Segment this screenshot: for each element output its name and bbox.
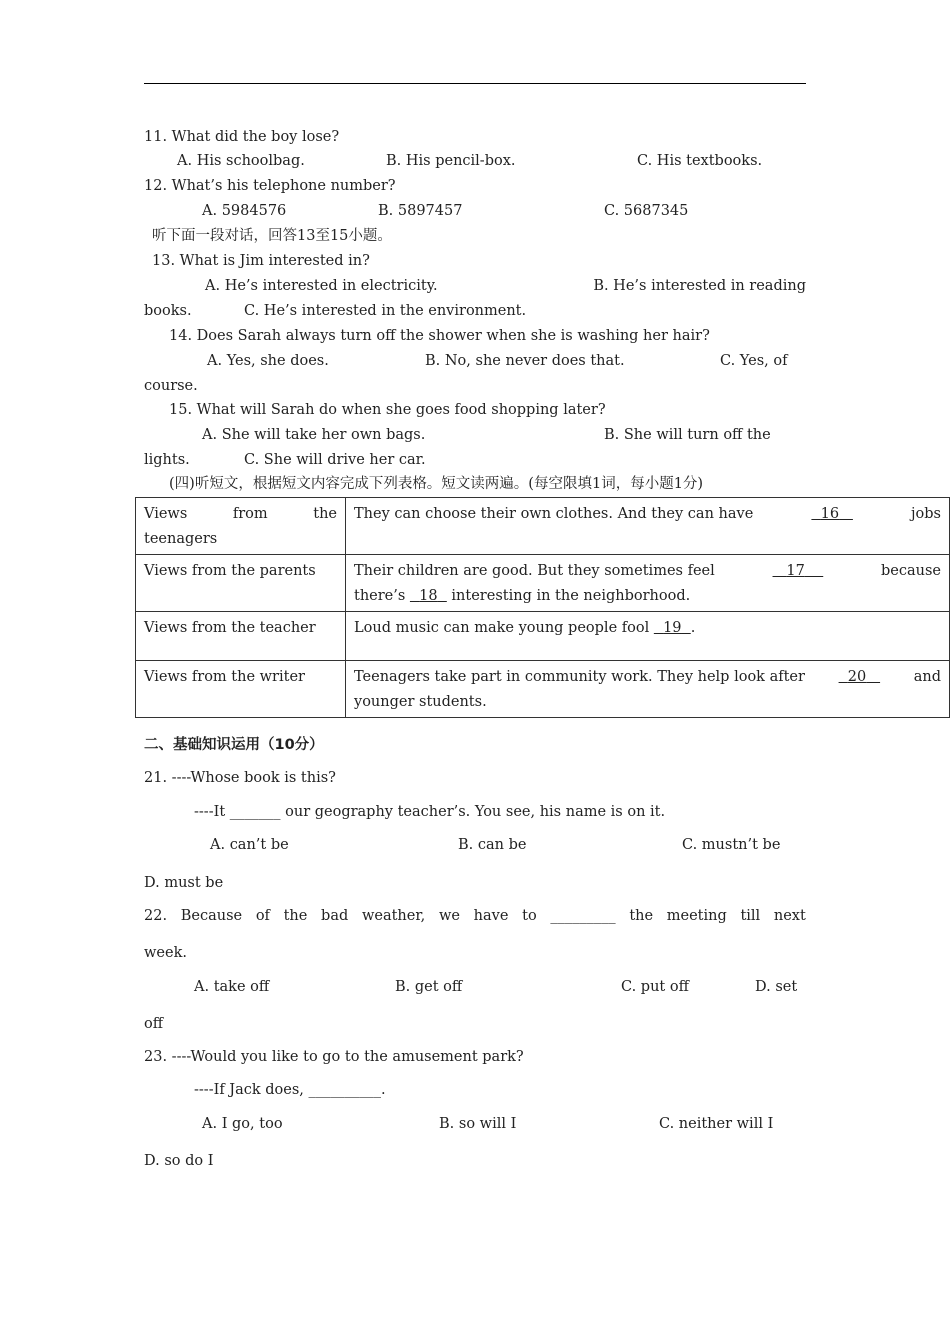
section-2-heading: 二、基础知识运用（10分） xyxy=(144,737,324,753)
option-15-b-cont: lights. xyxy=(144,452,190,468)
question-23: 23. ----Would you like to go to the amusement park? xyxy=(144,1049,524,1065)
table-row xyxy=(136,612,950,661)
option-22-c: C. put off xyxy=(621,979,689,995)
option-12-c: C. 5687345 xyxy=(604,203,689,219)
option-23-a: A. I go, too xyxy=(202,1116,283,1132)
question-13: 13. What is Jim interested in? xyxy=(152,253,370,269)
options-13-line1 xyxy=(205,276,806,296)
option-13-a: A. He’s interested in electricity. xyxy=(205,278,438,294)
blank-17[interactable]: 17 xyxy=(786,563,805,579)
option-15-a: A. She will take her own bags. xyxy=(202,427,426,443)
row-content: Loud music can make young people fool 19 . xyxy=(346,612,950,661)
table-row xyxy=(136,661,950,718)
blank-18[interactable]: 18 xyxy=(419,588,438,604)
option-12-a: A. 5984576 xyxy=(202,203,287,219)
option-22-d: D. set xyxy=(755,979,798,995)
blank-22[interactable]: _________ xyxy=(550,908,616,924)
question-21: 21. ----Whose book is this? xyxy=(144,770,336,786)
option-11-c: C. His textbooks. xyxy=(637,153,763,169)
question-12: 12. What’s his telephone number? xyxy=(144,178,396,194)
option-13-b: B. He’s interested in reading xyxy=(593,278,806,294)
row-label: Views from the writer xyxy=(136,661,346,718)
option-15-c: C. She will drive her car. xyxy=(244,452,426,468)
table-row xyxy=(136,498,950,555)
row-content: Their children are good. But they sometimes feel 17 because there’s 18 interesting in the neighborhood. xyxy=(346,555,950,612)
option-22-d-cont: off xyxy=(144,1016,164,1032)
row-label: Views from the parents xyxy=(136,555,346,612)
blank-16[interactable]: 16 xyxy=(820,506,840,522)
option-21-d: D. must be xyxy=(144,875,224,891)
option-21-c: C. mustn’t be xyxy=(682,837,781,853)
row-content: They can choose their own clothes. And they can have 16 jobs xyxy=(346,498,950,555)
option-14-a: A. Yes, she does. xyxy=(207,353,329,369)
option-13-b-cont: books. xyxy=(144,303,192,319)
option-23-c: C. neither will I xyxy=(659,1116,774,1132)
question-14: 14. Does Sarah always turn off the shower when she is washing her hair? xyxy=(169,328,710,344)
option-15-b: B. She will turn off the xyxy=(604,427,771,443)
question-15: 15. What will Sarah do when she goes food shopping later? xyxy=(169,402,606,418)
header-rule xyxy=(144,83,806,84)
option-11-b: B. His pencil-box. xyxy=(386,153,516,169)
blank-20[interactable]: 20 xyxy=(847,669,867,685)
row-label: Views from the teacher xyxy=(136,612,346,661)
option-21-a: A. can’t be xyxy=(210,837,289,853)
instruction-13-15: 听下面一段对话，回答13至15小题。 xyxy=(152,228,392,244)
option-22-a: A. take off xyxy=(194,979,270,995)
option-21-b: B. can be xyxy=(458,837,527,853)
option-14-c: C. Yes, of xyxy=(720,353,788,369)
question-22: 22. Because of the bad weather, we have to _________ the meeting till next xyxy=(144,908,806,924)
option-14-c-cont: course. xyxy=(144,378,198,394)
option-12-b: B. 5897457 xyxy=(378,203,463,219)
blank-19[interactable]: 19 xyxy=(663,620,682,636)
question-22-cont: week. xyxy=(144,945,187,961)
question-21-line2: ----It _______ our geography teacher’s. You see, his name is on it. xyxy=(194,804,666,820)
option-23-d: D. so do I xyxy=(144,1153,214,1169)
row-content: Teenagers take part in community work. They help look after 20 and younger students. xyxy=(346,661,950,718)
option-11-a: A. His schoolbag. xyxy=(177,153,305,169)
option-23-b: B. so will I xyxy=(439,1116,517,1132)
question-11: 11. What did the boy lose? xyxy=(144,129,340,145)
option-22-b: B. get off xyxy=(395,979,463,995)
table-row xyxy=(136,555,950,612)
row-label: Views from the teenagers xyxy=(136,498,346,555)
part4-instruction: (四)听短文，根据短文内容完成下列表格。短文读两遍。(每空限填1词，每小题1分) xyxy=(169,476,704,492)
option-13-c: C. He’s interested in the environment. xyxy=(244,303,527,319)
question-23-line2: ----If Jack does, __________. xyxy=(194,1082,386,1098)
listening-table xyxy=(135,497,950,718)
option-14-b: B. No, she never does that. xyxy=(425,353,625,369)
